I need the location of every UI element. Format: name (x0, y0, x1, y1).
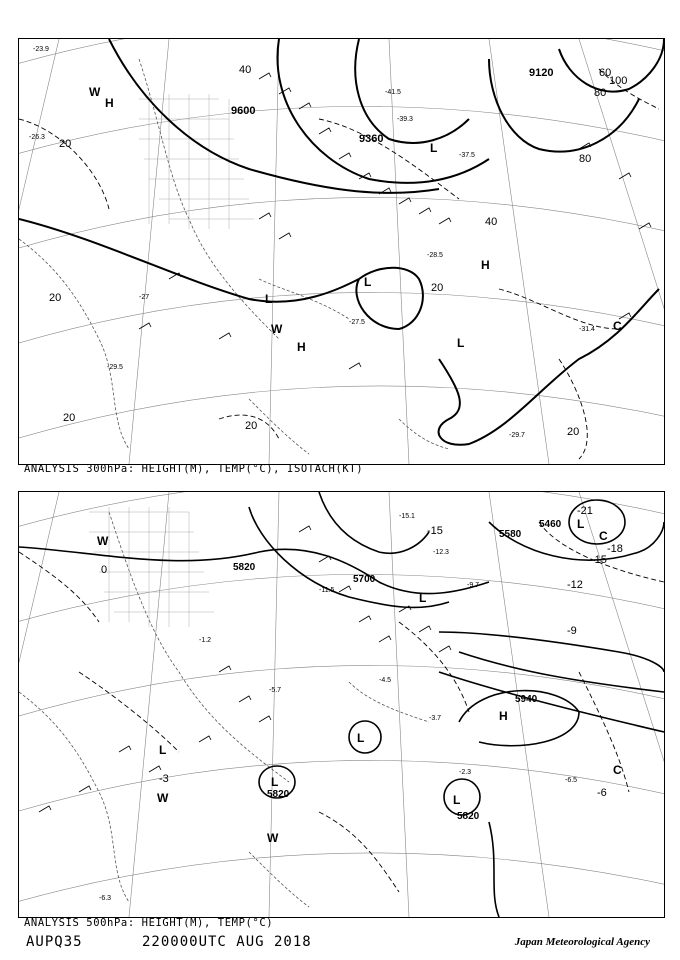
coastline (19, 512, 429, 907)
svg-text:20: 20 (59, 138, 72, 150)
svg-text:-31.4: -31.4 (579, 326, 595, 333)
svg-text:5820: 5820 (267, 789, 290, 800)
svg-text:0: 0 (101, 564, 108, 576)
svg-text:W: W (267, 831, 279, 845)
svg-text:80: 80 (579, 153, 592, 165)
svg-text:-4.5: -4.5 (379, 677, 392, 684)
svg-text:-12.3: -12.3 (433, 549, 449, 556)
svg-text:-37.5: -37.5 (459, 152, 475, 159)
temperature-annotations (29, 46, 595, 439)
svg-text:L: L (357, 731, 365, 745)
svg-text:20: 20 (245, 420, 258, 432)
svg-text:W: W (97, 534, 109, 548)
height-contours (19, 39, 664, 445)
svg-text:-1.2: -1.2 (199, 637, 212, 644)
svg-text:L: L (271, 775, 279, 789)
svg-text:L: L (419, 591, 427, 605)
svg-text:-26.3: -26.3 (29, 134, 45, 141)
svg-text:20: 20 (431, 282, 444, 294)
svg-text:20: 20 (49, 292, 62, 304)
svg-text:-18: -18 (607, 543, 623, 555)
svg-text:5940: 5940 (515, 694, 538, 705)
valid-time: 220000UTC AUG 2018 (142, 934, 312, 950)
svg-text:C: C (599, 529, 608, 543)
svg-text:C: C (613, 763, 622, 777)
latitude-lines (19, 492, 664, 907)
svg-text:-29.7: -29.7 (509, 432, 525, 439)
svg-text:-15: -15 (427, 525, 443, 537)
wind-barbs (139, 73, 651, 369)
svg-text:-23.9: -23.9 (33, 46, 49, 53)
map-300hpa (18, 38, 665, 465)
svg-text:60: 60 (599, 67, 612, 79)
svg-text:80: 80 (594, 87, 607, 99)
svg-text:C: C (613, 319, 622, 333)
svg-text:-39.3: -39.3 (397, 116, 413, 123)
svg-text:L: L (430, 141, 438, 155)
svg-text:-15.1: -15.1 (399, 513, 415, 520)
coastline (19, 59, 449, 454)
svg-text:W: W (157, 791, 169, 805)
svg-text:-21: -21 (577, 505, 593, 517)
svg-text:-15: -15 (591, 554, 607, 566)
svg-text:-41.5: -41.5 (385, 89, 401, 96)
svg-text:-9.7: -9.7 (467, 582, 480, 589)
svg-text:-12: -12 (567, 579, 583, 591)
caption-300hpa: ANALYSIS 300hPa: HEIGHT(M), TEMP(°C), ISOTACH(KT) (24, 463, 364, 475)
svg-text:H: H (297, 340, 306, 354)
svg-text:-27: -27 (139, 294, 150, 301)
svg-text:-28.5: -28.5 (427, 252, 443, 259)
svg-text:5700: 5700 (353, 574, 376, 585)
isotach-contours (19, 69, 659, 459)
svg-text:-9: -9 (567, 625, 577, 637)
map-500hpa-canvas (19, 492, 664, 917)
temperature-annotations (99, 513, 577, 902)
svg-text:L: L (577, 517, 585, 531)
svg-text:H: H (481, 258, 490, 272)
svg-text:5580: 5580 (499, 529, 522, 540)
svg-text:W: W (89, 85, 101, 99)
svg-text:L: L (457, 336, 465, 350)
agency-name: Japan Meteorological Agency (514, 936, 650, 948)
caption-500hpa: ANALYSIS 500hPa: HEIGHT(M), TEMP(°C) (24, 917, 274, 929)
svg-text:H: H (499, 709, 508, 723)
svg-text:40: 40 (239, 64, 252, 76)
svg-text:-6.5: -6.5 (565, 777, 578, 784)
svg-text:-3: -3 (159, 773, 169, 785)
svg-text:L: L (364, 275, 372, 289)
svg-text:W: W (271, 322, 283, 336)
svg-text:5820: 5820 (457, 811, 480, 822)
svg-text:-27.5: -27.5 (349, 319, 365, 326)
svg-text:-5.7: -5.7 (269, 687, 282, 694)
svg-text:-2.3: -2.3 (459, 769, 472, 776)
svg-text:-3.7: -3.7 (429, 715, 442, 722)
isotherm-labels (101, 505, 623, 799)
svg-text:20: 20 (567, 426, 580, 438)
svg-text:-6: -6 (597, 787, 607, 799)
svg-text:L: L (265, 292, 273, 306)
svg-text:H: H (105, 96, 114, 110)
svg-text:L: L (453, 793, 461, 807)
svg-text:-6.3: -6.3 (99, 895, 112, 902)
isotach-labels (49, 64, 627, 438)
svg-text:20: 20 (63, 412, 76, 424)
latitude-lines (19, 39, 664, 444)
isotherm-contours (19, 522, 664, 892)
map-500hpa (18, 491, 665, 918)
svg-text:L: L (159, 743, 167, 757)
svg-text:-29.5: -29.5 (107, 364, 123, 371)
svg-text:40: 40 (485, 216, 498, 228)
svg-text:5820: 5820 (233, 562, 256, 573)
svg-text:9360: 9360 (359, 133, 384, 145)
svg-text:100: 100 (609, 75, 628, 87)
svg-text:9600: 9600 (231, 105, 256, 117)
svg-text:5460: 5460 (539, 519, 562, 530)
chart-code: AUPQ35 (26, 934, 83, 950)
terrain-hatch (89, 507, 214, 627)
svg-text:-11.5: -11.5 (319, 587, 335, 594)
map-300hpa-canvas (19, 39, 664, 464)
svg-text:9120: 9120 (529, 67, 554, 79)
